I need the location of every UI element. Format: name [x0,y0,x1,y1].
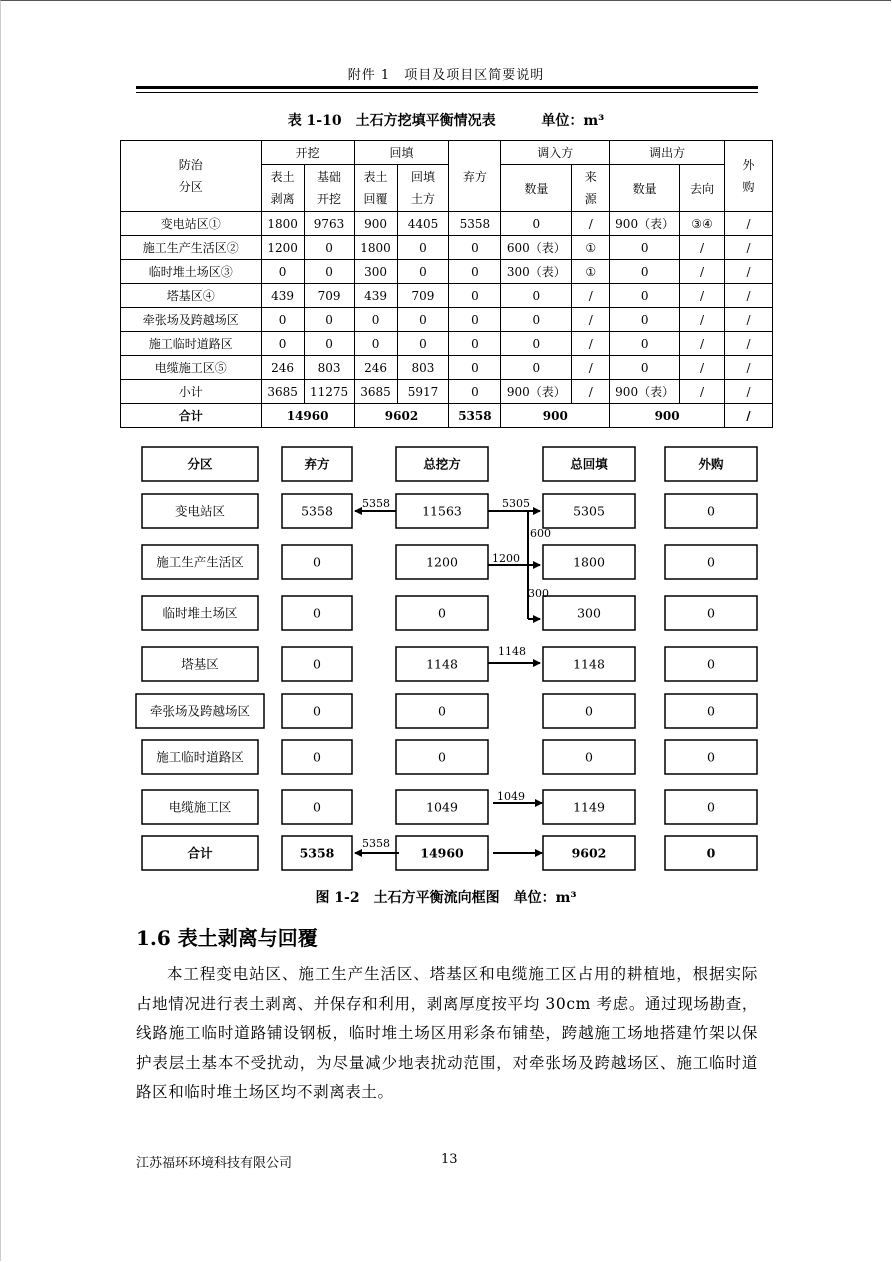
th-export-dest: 去向 [680,165,725,212]
total-purchase: / [725,404,773,428]
cell-export-dest: / [680,356,725,380]
cell-export-dest: / [680,380,725,404]
cell-export-qty: 0 [610,356,680,380]
flow-purchase-7-text: 0 [706,845,716,861]
cell-import-qty: 0 [501,284,572,308]
cell-export-dest: / [680,332,725,356]
flow-header-waste-text: 弃方 [304,456,330,472]
cell-import-qty: 300（表） [501,260,572,284]
flow-zone-1-text: 施工生产生活区 [156,554,244,570]
cell-fill-topsoil: 300 [354,260,397,284]
cell-import-source: / [572,308,610,332]
total-waste: 5358 [449,404,501,428]
cell-excavation-topsoil: 1800 [261,212,304,236]
cell-import-source: / [572,332,610,356]
flow-purchase-5-text: 0 [707,749,715,765]
cell-export-qty: 0 [610,332,680,356]
flow-purchase-3-text: 0 [707,656,715,672]
cell-export-qty: 0 [610,308,680,332]
table-caption-unit: 单位：m³ [541,113,605,129]
cell-purchase: / [725,212,773,236]
cell-zone: 临时堆土场区③ [121,260,262,284]
label-construction-fill: 1200 [492,552,520,565]
footer-page-number: 13 [441,1152,458,1167]
label-cable-fill: 1049 [497,790,525,803]
flow-fill-1-text: 1800 [573,554,605,570]
cell-excavation-topsoil: 439 [261,284,304,308]
total-label: 合计 [121,404,262,428]
flow-purchase-0-text: 0 [707,503,715,519]
cell-excavation-topsoil: 3685 [261,380,304,404]
cell-export-qty: 0 [610,260,680,284]
cell-zone: 变电站区① [121,212,262,236]
flow-excavation-0-text: 11563 [422,503,462,519]
flow-header-fill-text: 总回填 [570,456,608,472]
label-transfer-600: 600 [530,527,551,540]
flow-purchase-1-text: 0 [707,554,715,570]
total-excavation: 14960 [261,404,354,428]
cell-fill-topsoil: 246 [354,356,397,380]
th-import: 调入方 [501,141,610,165]
cell-fill-earth: 0 [397,260,449,284]
flow-waste-5-text: 0 [313,749,321,765]
cell-import-source: ① [572,260,610,284]
flow-header-excavation-text: 总挖方 [423,456,461,472]
flow-fill-2-text: 300 [577,605,601,621]
flow-excavation-5-text: 0 [438,749,446,765]
flow-fill-6-text: 1149 [573,799,605,815]
label-transfer-300: 300 [528,587,549,600]
cell-export-qty: 900（表） [610,212,680,236]
flow-waste-4-text: 0 [313,703,321,719]
cell-excavation-topsoil: 0 [261,332,304,356]
cell-import-qty: 900（表） [501,380,572,404]
cell-waste: 5358 [449,212,501,236]
cell-purchase: / [725,260,773,284]
flow-excavation-7-text: 14960 [420,845,464,861]
section-paragraph: 本工程变电站区、施工生产生活区、塔基区和电缆施工区占用的耕植地，根据实际占地情况进行表土剥离、并保存和利用，剥离厚度按平均 30cm 考虑。通过现场勘查，线路施工临时道路铺设钢板，临时堆土场区用彩条布铺垫，跨越施工场地搭建竹架以保护表层土基本不受扰动，为尽量减少地表扰动范围，对牵张场及跨越场区、施工临时道路区和临时堆土场区均不剥离表土。 [136,965,758,1101]
cell-waste: 0 [449,308,501,332]
cell-export-dest: ③④ [680,212,725,236]
flow-zone-2-text: 临时堆土场区 [162,605,238,621]
label-tower-fill: 1148 [498,645,526,658]
flow-zone-6-text: 电缆施工区 [168,799,232,815]
flow-zone-0-text: 变电站区 [174,503,226,519]
cell-purchase: / [725,356,773,380]
cell-export-qty: 0 [610,284,680,308]
cell-zone: 小计 [121,380,262,404]
cell-fill-earth: 0 [397,332,449,356]
flow-excavation-3-text: 1148 [426,656,458,672]
cell-excavation-foundation: 9763 [304,212,354,236]
cell-fill-topsoil: 0 [354,308,397,332]
th-fill: 回填 [354,141,449,165]
flow-waste-3-text: 0 [313,656,321,672]
flow-zone-5-text: 施工临时道路区 [156,749,244,765]
cell-import-qty: 0 [501,356,572,380]
cell-purchase: / [725,380,773,404]
cell-purchase: / [725,332,773,356]
th-fill-earth: 回填 土方 [397,165,449,212]
cell-import-qty: 0 [501,332,572,356]
cell-export-dest: / [680,260,725,284]
cell-import-source: ① [572,236,610,260]
cell-export-dest: / [680,308,725,332]
cell-import-source: / [572,284,610,308]
cell-zone: 牵张场及跨越场区 [121,308,262,332]
cell-excavation-foundation: 11275 [304,380,354,404]
cell-export-qty: 0 [610,236,680,260]
cell-excavation-topsoil: 0 [261,308,304,332]
th-excavation: 开挖 [261,141,354,165]
cell-export-dest: / [680,236,725,260]
cell-excavation-foundation: 0 [304,236,354,260]
cell-waste: 0 [449,236,501,260]
th-import-qty: 数量 [501,165,572,212]
cell-fill-earth: 709 [397,284,449,308]
cell-waste: 0 [449,284,501,308]
cell-fill-topsoil: 900 [354,212,397,236]
flow-purchase-2-text: 0 [707,605,715,621]
cell-export-dest: / [680,284,725,308]
cell-purchase: / [725,284,773,308]
total-fill: 9602 [354,404,449,428]
cell-excavation-foundation: 0 [304,332,354,356]
cell-export-qty: 900（表） [610,380,680,404]
cell-fill-topsoil: 3685 [354,380,397,404]
cell-excavation-foundation: 709 [304,284,354,308]
cell-waste: 0 [449,380,501,404]
cell-import-source: / [572,212,610,236]
cell-excavation-topsoil: 246 [261,356,304,380]
cell-fill-topsoil: 1800 [354,236,397,260]
cell-fill-earth: 0 [397,308,449,332]
th-excavation-foundation: 基础 开挖 [304,165,354,212]
label-total-waste: 5358 [362,837,390,850]
th-zone: 防治 分区 [121,141,262,212]
page-header: 附件 1 项目及项目区简要说明 [347,68,545,83]
flow-zone-4-text: 牵张场及跨越场区 [149,703,251,719]
cell-excavation-foundation: 0 [304,260,354,284]
flow-waste-2-text: 0 [313,605,321,621]
cell-fill-earth: 5917 [397,380,449,404]
flow-header-zone-text: 分区 [187,456,213,472]
cell-waste: 0 [449,356,501,380]
th-waste: 弃方 [449,141,501,212]
cell-purchase: / [725,236,773,260]
cell-fill-topsoil: 439 [354,284,397,308]
flow-purchase-6-text: 0 [707,799,715,815]
label-substation-waste: 5358 [362,497,390,510]
th-fill-topsoil: 表土 回覆 [354,165,397,212]
figure-caption: 图 1-2 土石方平衡流向框图 单位：m³ [315,890,577,906]
flow-fill-0-text: 5305 [573,503,605,519]
flow-excavation-6-text: 1049 [426,799,458,815]
flow-zone-3-text: 塔基区 [181,656,219,672]
cell-import-source: / [572,380,610,404]
cell-import-source: / [572,356,610,380]
total-export: 900 [610,404,725,428]
cell-fill-topsoil: 0 [354,332,397,356]
cell-purchase: / [725,308,773,332]
cell-fill-earth: 803 [397,356,449,380]
footer-company: 江苏福环环境科技有限公司 [136,1156,293,1171]
flow-excavation-2-text: 0 [438,605,446,621]
flow-waste-1-text: 0 [313,554,321,570]
flow-waste-6-text: 0 [313,799,321,815]
cell-excavation-foundation: 0 [304,308,354,332]
label-substation-fill: 5305 [502,497,530,510]
flow-excavation-1-text: 1200 [426,554,458,570]
cell-fill-earth: 0 [397,236,449,260]
section-title: 1.6 表土剥离与回覆 [136,926,318,950]
cell-zone: 施工临时道路区 [121,332,262,356]
cell-waste: 0 [449,260,501,284]
flow-fill-3-text: 1148 [573,656,605,672]
th-export-qty: 数量 [610,165,680,212]
th-excavation-topsoil: 表土 剥离 [261,165,304,212]
flow-fill-4-text: 0 [585,703,593,719]
cell-import-qty: 0 [501,308,572,332]
cell-excavation-topsoil: 0 [261,260,304,284]
cell-zone: 电缆施工区⑤ [121,356,262,380]
flow-excavation-4-text: 0 [438,703,446,719]
flow-fill-7-text: 9602 [571,845,607,861]
cell-zone: 施工生产生活区② [121,236,262,260]
cell-waste: 0 [449,332,501,356]
flow-zone-7-text: 合计 [187,845,213,861]
flow-purchase-4-text: 0 [707,703,715,719]
flow-header-purchase-text: 外购 [698,456,724,472]
cell-import-qty: 600（表） [501,236,572,260]
flow-fill-5-text: 0 [585,749,593,765]
th-purchase: 外 购 [725,141,773,212]
flow-waste-0-text: 5358 [301,503,333,519]
flow-waste-7-text: 5358 [299,845,335,861]
table-caption-title: 表 1-10 土石方挖填平衡情况表 [287,113,496,129]
th-export: 调出方 [610,141,725,165]
total-import: 900 [501,404,610,428]
cell-import-qty: 0 [501,212,572,236]
th-import-source: 来 源 [572,165,610,212]
cell-fill-earth: 4405 [397,212,449,236]
cell-zone: 塔基区④ [121,284,262,308]
cell-excavation-topsoil: 1200 [261,236,304,260]
cell-excavation-foundation: 803 [304,356,354,380]
